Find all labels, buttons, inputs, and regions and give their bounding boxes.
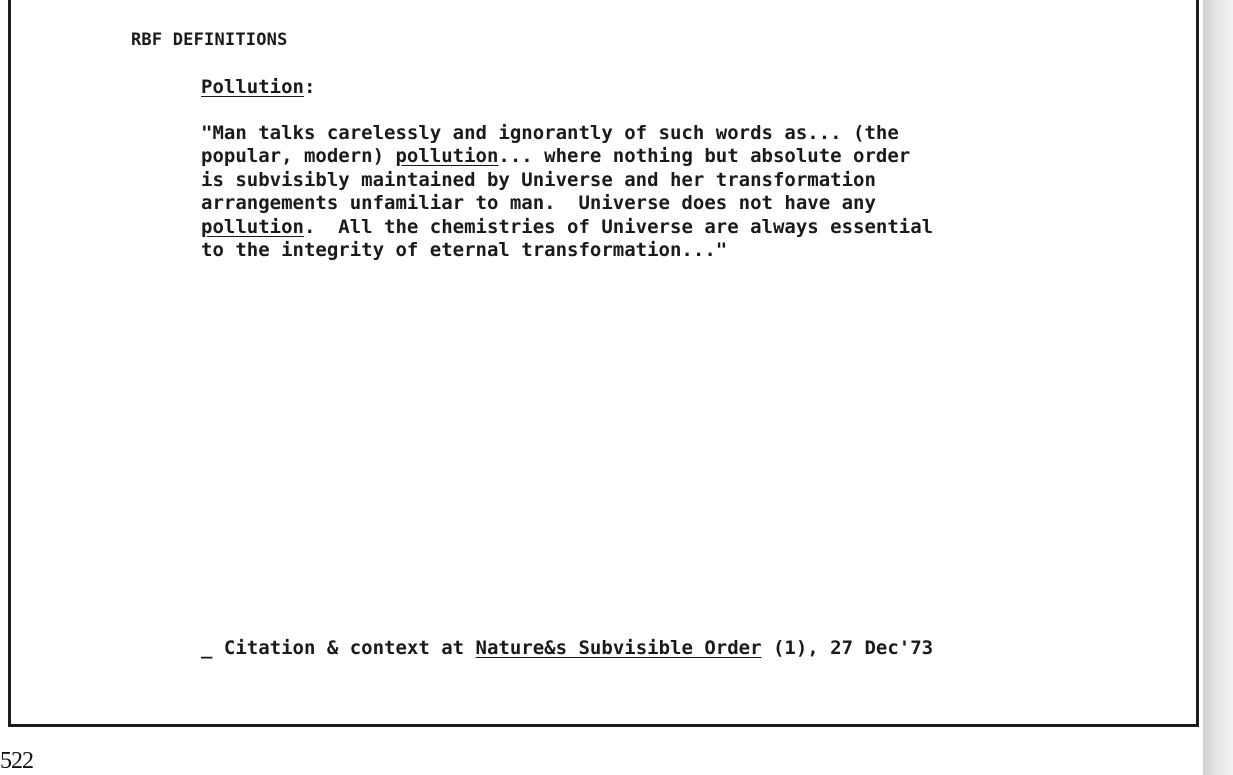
quote-part-1: "Man talks carelessly and ignorantly of such words as... (the popular, modern): [201, 122, 899, 168]
card-heading: RBF DEFINITIONS: [131, 30, 288, 50]
definition-card: [8, 0, 1199, 727]
quote-underlined-2: pollution: [201, 215, 304, 238]
quote-underlined-1: pollution: [395, 145, 499, 168]
definition-term: [201, 76, 315, 98]
citation-line: [201, 637, 933, 659]
page-number: 522: [0, 748, 33, 774]
citation-suffix: (1), 27 Dec'73: [761, 637, 934, 659]
term-colon: :: [303, 76, 316, 98]
citation-link[interactable]: Nature&s Subvisible Order: [475, 637, 762, 659]
definition-quote: [201, 122, 1161, 262]
citation-prefix: _ Citation & context at: [201, 637, 476, 659]
quote-part-3: . All the chemistries of Universe are always essential to the integrity of eternal transformation...": [201, 215, 934, 262]
term-label: Pollution: [201, 76, 304, 98]
quote-part-2: ... where nothing but absolute order is subvisibly maintained by Universe and her transformation arrangements unfamiliar to man. Universe does not have any: [201, 145, 911, 215]
page-edge-shadow: [1203, 0, 1233, 775]
